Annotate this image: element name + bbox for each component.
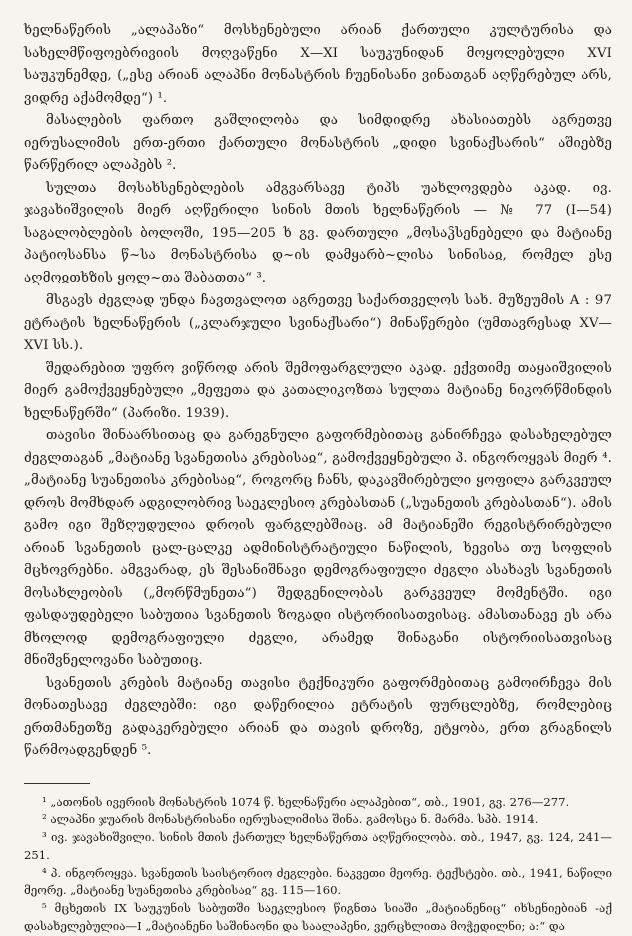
paragraph-6: თავისი შინაარსითაც და გარეგნული გაფორმებითაც განირჩევა დასახელებულ ძეგლთაგან „მატიანე სვანეთისა კრებისაჲ“, გამოქვეყნებული პ. ინგოროყვას მიერ ⁴. „მატიანე სუანეთისა კრებისაჲ“, როგორც ჩანს, დაკავშირებული ყოფილა გარკვეულ დროს მომხდარ ადგილობრივ საეკლესიო კრებასთან („სუანეთის კრებასთან“). ამის გამო იგი შეზღუდულია დროის ფარგლებშიაც. ამ მატიანეში რეგისტრირებული არიან სვანეთის ცალ-ცალკე ადმინისტრატიული ნაწილის, ხევისა თუ სოფლის მცხოვრებნი. ამგვარად, ეს შესანიშნავი დემოგრაფიული ძეგლი ასახავს სვანეთის მოსახლეობის („მორწმუნეთა“) შედგენილობას გარკვეულ მომენტში. იგი ფასდაუდებელი საბუთია სვანეთის ზოგადი ისტორიისათვისაც. ამასთანავე ეს არა მხოლოდ დემოგრაფიული ძეგლი, არამედ შინაგანი ისტორიისათვისაც მნიშვნელოვანი საბუთიც. (24, 428, 612, 668)
footnote-1: ¹ „ათონის ივერიის მონასტრის 1074 წ. ხელნაწერი ალაპებით“, თბ., 1901, გვ. 276—277. (42, 794, 570, 809)
paragraph-2: მასალების ფართო გაშლილობა და სიმდიდრე ახასიათებს აგრეთვე იერუსალიმის ერთ-ერთი ქართული მონასტრის „დიდი სვინაქსარის“ აშიებზე წარწერილ ალაპებს ². (24, 113, 612, 173)
footnote-2: ² ალაპნი ჯუარის მონასტრისანი იერუსალიმისა შინა. გამოსცა ნ. მარმა. სპბ. 1914. (42, 812, 539, 827)
paragraph-7: სვანეთის კრების მატიანე თავისი ტექნიკური გაფორმებითაც გამოირჩევა მის მონათესავე ძეგლებში: იგი დაწერილია ეტრატის ფურცლებზე, რომლებიც ერთმანეთზე გადაკერებული არიან და თავის დროზე, ეტყობა, ერთ გრაგნილს წარმოადგენდენ ⁵. (24, 675, 612, 758)
footnote-divider (24, 783, 90, 784)
footnotes (24, 794, 612, 936)
paragraph-1: ხელნაწერის „ალაპაზი“ მოსხენებული არიან ქართული კულტურისა და სახელმწიფოებრივიის მოღვაწენი X—XI საუკუნიდან მოყოლებული XVI საუკუნემდე, („ესე არიან ალაპნი მონასტრის ჩუენისანი ვინათგან აღწერებულ არს, ვიდრე აქამომდე“) ¹. (24, 23, 612, 106)
footnote-5: ⁵ მცხეთის IX საუკუნის საბუთში საეკლესიო წიგნთა სიაში „მატიანენიც“ იხსენიებიან -აქ დასახელებულია—I „მატიანენი საშინაონი და საალაპენი, ვერცხლითა მოჭედილნი; ა:“ და (24, 901, 612, 934)
paragraph-5: შედარებით უფრო ვიწროდ არის შემოფარგლული აკად. ექვთიმე თაყაიშვილის მიერ გამოქვეყნებული „მეფეთა და კათალიკოზთა სულთა მატიანე ნიკორწმინდის ხელნაწერში“ (პარიზი. 1939). (24, 360, 612, 421)
paragraph-4: მსგავს ძეგლად უნდა ჩავთვალოთ აგრეთვე საქართველოს სახ. მუზეუმის A : 97 ეტრატის ხელნაწერის („კლარჯული სვინაქსარი“) მინაწერები (უმთავრესად XV—XVI სს.). (24, 293, 612, 353)
paragraph-3: სულთა მოსახსენებლების ამგვარსავე ტიპს უახლოვდება აკად. ივ. ჯავახიშვილის მიერ აღწერილი სინის მთის ხელნაწერის — № 77 (I—54) საგალობლების ბოლოში, 195—205 ხ გვ. დართული „მოსაჴსენებელი და მატიანე პატიოსანსა წ~სა მონასტრისა დ~ის დამყარბ~ლისა სინისაჲ, რომელ ესე აღმოჲთხზის ყოლ~თა შაბათთა“ ³. (24, 180, 612, 286)
main-text (24, 20, 612, 763)
footnote-4: ⁴ პ. ინგოროყვა. სვანეთის საისტორიო ძეგლები. ნაკვეთი მეორე. ტექსტები. თბ., 1941, ნაწილი მეორე. „მატიანე სუანეთისა კრებისაჲ“ გვ. 115—160. (24, 865, 612, 898)
footnote-3: ³ ივ. ჯავახიშვილი. სინის მთის ქართულ ხელნაწერთა აღწერილობა. თბ., 1947, გვ. 124, 241—251. (24, 830, 612, 862)
